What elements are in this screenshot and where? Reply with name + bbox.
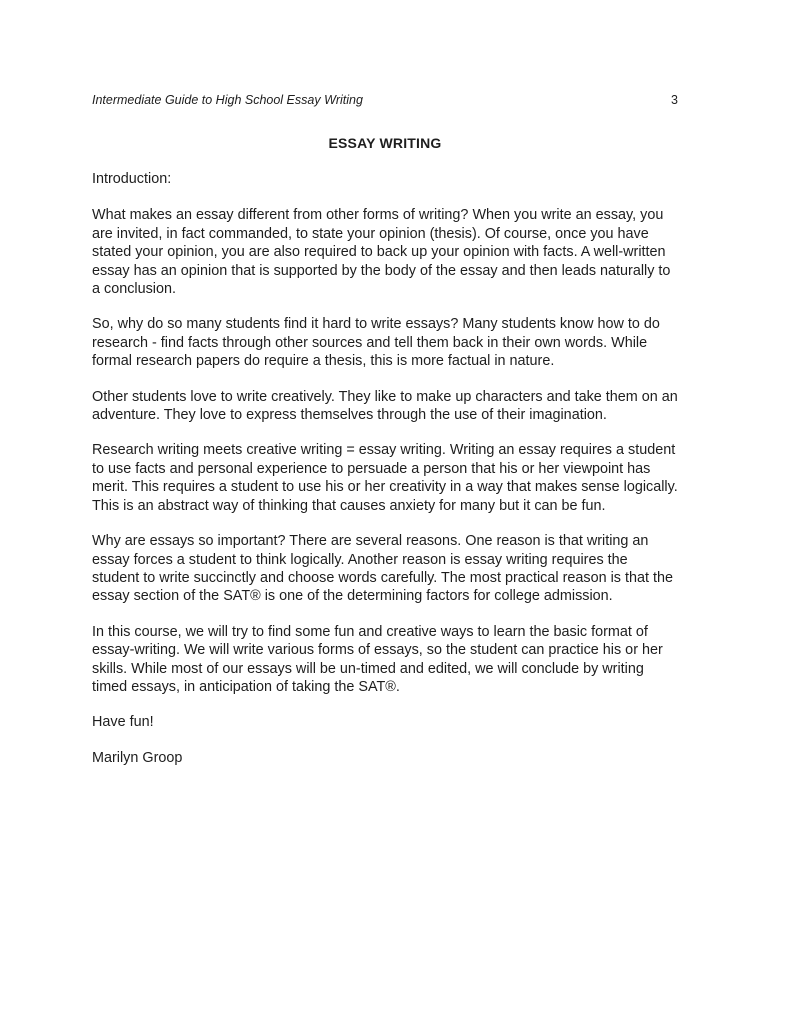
author-signature: Marilyn Groop — [92, 749, 183, 766]
page-number: 3 — [671, 93, 678, 107]
paragraph-1: What makes an essay different from other forms of writing? When you write an essay, you are invited, in fact commanded, to state your opinion (thesis). Of course, once you have stated your opinion, you are also required to back up your opinion with facts. A well-written essay has an opinion that is supported by the body of the essay and then leads naturally to a conclusion. — [92, 207, 671, 298]
paragraph-3: Other students love to write creatively. They like to make up characters and take them on an adventure. They love to express themselves through the use of their imagination. — [92, 388, 678, 424]
paragraph-6: In this course, we will try to find some fun and creative ways to learn the basic format of essay-writing. We will write various forms of essays, so the student can practice his or her skills. While most of our essays will be un-timed and edited, we will conclude by writing timed essays, in anticipation of taking the SAT®. — [92, 623, 663, 695]
section-label: Introduction: — [92, 171, 172, 187]
paragraph-5: Why are essays so important? There are several reasons. One reason is that writing an essay forces a student to think logically. Another reason is essay writing requires the student to write succinctly and choose words carefully. The most practical reason is that the essay section of the SAT® is one of the determining factors for college admission. — [92, 533, 673, 605]
paragraph-4: Research writing meets creative writing = essay writing. Writing an essay requires a student to use facts and personal experience to persuade a person that his or her viewpoint has merit. This requires a student to use his or her creativity in a way that makes sense logically. This is an abstract way of thinking that causes anxiety for many but it can be fun. — [92, 442, 678, 514]
running-header — [92, 91, 678, 109]
document-body — [92, 170, 678, 784]
closing-line: Have fun! — [92, 714, 154, 731]
paragraph-2: So, why do so many students find it hard to write essays? Many students know how to do research - find facts through other sources and tell them back in their own words. While formal research papers do require a thesis, this is more factual in nature. — [92, 316, 660, 370]
running-title: Intermediate Guide to High School Essay Writing — [92, 93, 363, 107]
document-title: ESSAY WRITING — [328, 135, 442, 151]
